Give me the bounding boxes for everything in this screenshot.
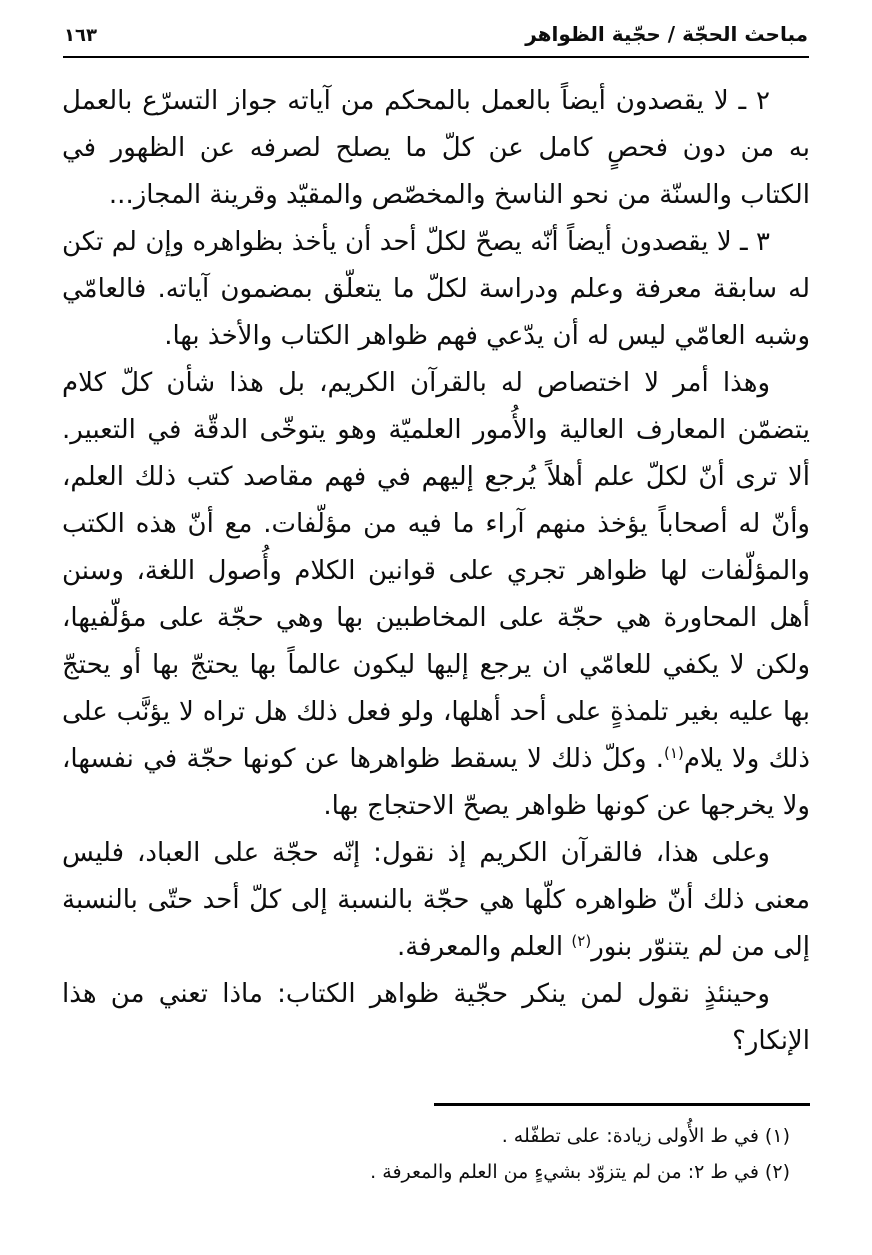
footnote-2: (٢) في ط ٢: من لم يتزوّد بشيءٍ من العلم والمعرفة . (370, 1161, 790, 1183)
paragraph-3-text-continued: . وكلّ ذلك لا يسقط ظواهرها عن كونها حجّة في نفسها، ولا يخرجها عن كونها ظواهر يصحّ الاحتجاج بها. (62, 744, 810, 821)
header-title: مباحث الحجّة / حجّية الظواهر (525, 22, 808, 46)
header-divider (63, 56, 809, 58)
footnote-marker-2: (٢) (571, 932, 592, 950)
body-text (62, 78, 810, 1065)
paragraph-5: وحينئذٍ نقول لمن ينكر حجّية ظواهر الكتاب: ماذا تعني من هذا الإنكار؟ (62, 979, 810, 1056)
paragraph-1: ٢ ـ لا يقصدون أيضاً بالعمل بالمحكم من آياته جواز التسرّع بالعمل به من دون فحصٍ كامل عن كلّ ما يصلح لصرفه عن الظهور في الكتاب والسنّة من نحو الناسخ والمخصّص والمقيّد وقرينة المجاز... (62, 86, 810, 210)
footnote-marker-1: (١) (664, 744, 684, 762)
footnote-divider (434, 1103, 810, 1106)
footnotes (62, 1118, 810, 1190)
paragraph-4 (62, 830, 810, 971)
footnote-1: (١) في ط الأُولى زيادة: على تطفّله . (501, 1125, 790, 1147)
paragraph-2: ٣ ـ لا يقصدون أيضاً أنّه يصحّ لكلّ أحد أن يأخذ بظواهره وإن لم تكن له سابقة معرفة وعلم ودراسة لكلّ ما يتعلّق بمضمون آياته. فالعامّي وشبه العامّي ليس له أن يدّعي فهم ظواهر الكتاب والأخذ بها. (62, 227, 810, 351)
paragraph-4-text: وعلى هذا، فالقرآن الكريم إذ نقول: إنّه حجّة على العباد، فليس معنى ذلك أنّ ظواهره كلّها هي حجّة بالنسبة إلى كلّ أحد حتّى بالنسبة إلى من لم يتنوّر بنور (62, 838, 810, 962)
page-number: ١٦٣ (64, 25, 97, 46)
footnote-area (62, 1103, 810, 1190)
paragraph-3 (62, 360, 810, 830)
paragraph-4-text-continued: العلم والمعرفة. (397, 932, 572, 962)
page-header (64, 22, 808, 46)
paragraph-3-text: وهذا أمر لا اختصاص له بالقرآن الكريم، بل هذا شأن كلّ كلام يتضمّن المعارف العالية والأُمور العلميّة وهو يتوخّى الدقّة في التعبير. ألا ترى أنّ لكلّ علم أهلاً يُرجع إليهم في فهم مقاصد كتب ذلك العلم، وأنّ له أصحاباً يؤخذ منهم آراء ما فيه من مؤلّفات. مع أنّ هذه الكتب والمؤلّفات لها ظواهر تجري على قوانين الكلام وأُصول اللغة، وسنن أهل المحاورة هي حجّة على المخاطبين بها وهي حجّة على مؤلّفيها، ولكن لا يكفي للعامّي ان يرجع إليها ليكون عالماً بها يحتجّ بها أو يحتجّ بها عليه بغير تلمذةٍ على أحد أهلها، ولو فعل ذلك هل تراه لا يؤنَّب على ذلك ولا يلام (62, 368, 810, 774)
